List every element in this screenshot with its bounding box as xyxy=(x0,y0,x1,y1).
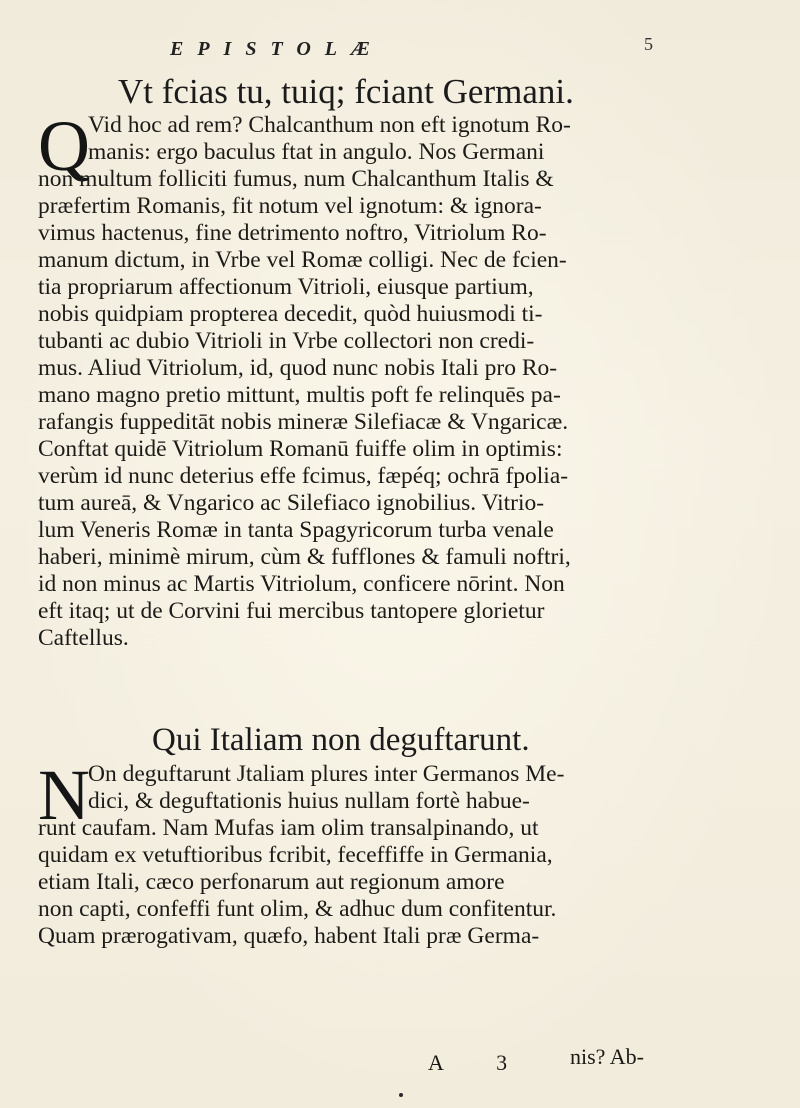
dropcap-n: N xyxy=(38,755,90,835)
text-line: vimus hactenus, fine detrimento noftro, Vitriolum Ro- xyxy=(38,220,547,246)
text-line: tum aureā, & Vngarico ac Silefiaco ignobilius. Vitrio- xyxy=(38,490,545,516)
page-mark: 5 xyxy=(644,34,653,54)
text-line: id non minus ac Martis Vitriolum, conficere nōrint. Non xyxy=(38,571,565,597)
text-line: manis: ergo baculus ftat in angulo. Nos Germani xyxy=(88,139,545,165)
text-line: eft itaq; ut de Corvini fui mercibus tantopere glorietur xyxy=(38,598,545,624)
section-heading-1: Vt fcias tu, tuiq; fciant Germani. xyxy=(118,72,574,111)
text-line: quidam ex vetuftioribus fcribit, feceffiffe in Germania, xyxy=(38,842,553,868)
text-line: dici, & deguftationis huius nullam fortè habue- xyxy=(88,788,530,814)
catchword: nis? Ab- xyxy=(570,1044,644,1069)
text-line: mano magno pretio mittunt, multis poft fe relinquēs pa- xyxy=(38,382,561,408)
text-line: tubanti ac dubio Vitrioli in Vrbe collectori non credi- xyxy=(38,328,535,354)
text-line: nobis quidpiam propterea decedit, quòd huiusmodi ti- xyxy=(38,301,543,327)
text-line: non multum folliciti fumus, num Chalcanthum Italis & xyxy=(38,166,554,192)
text-line: manum dictum, in Vrbe vel Romæ colligi. Nec de fcien- xyxy=(38,247,567,273)
text-line: etiam Itali, cæco perfonarum aut regionum amore xyxy=(38,869,505,895)
text-line: lum Veneris Romæ in tanta Spagyricorum turba venale xyxy=(38,517,554,543)
text-line: Caftellus. xyxy=(38,625,129,651)
text-line: rafangis fuppeditāt nobis mineræ Silefiacæ & Vngaricæ. xyxy=(38,409,569,435)
dropcap-q: Q xyxy=(38,106,90,186)
running-head: EPISTOLÆ xyxy=(170,38,384,60)
text-line: runt caufam. Nam Mufas iam olim transalpinando, ut xyxy=(38,815,539,841)
text-line: haberi, minimè mirum, cùm & fufflones & famuli noftri, xyxy=(38,544,571,570)
text-line: Conftat quidē Vitriolum Romanū fuiffe olim in optimis: xyxy=(38,436,563,462)
text-line: Vid hoc ad rem? Chalcanthum non eft ignotum Ro- xyxy=(88,112,571,138)
text-line: Quam prærogativam, quæfo, habent Itali præ Germa- xyxy=(38,923,540,949)
section-heading-2: Qui Italiam non deguftarunt. xyxy=(152,722,530,758)
bottom-dot xyxy=(399,1093,403,1097)
signature-mark: A 3 xyxy=(428,1050,532,1075)
text-line: non capti, confeffi funt olim, & adhuc dum confitentur. xyxy=(38,896,557,922)
text-line: On deguftarunt Jtaliam plures inter Germanos Me- xyxy=(88,761,565,787)
text-line: præfertim Romanis, fit notum vel ignotum: & ignora- xyxy=(38,193,542,219)
text-line: verùm id nunc deterius effe fcimus, fæpéq; ochrā fpolia- xyxy=(38,463,569,489)
text-line: tia propriarum affectionum Vitrioli, eiusque partium, xyxy=(38,274,534,300)
text-line: mus. Aliud Vitriolum, id, quod nunc nobis Itali pro Ro- xyxy=(38,355,558,381)
